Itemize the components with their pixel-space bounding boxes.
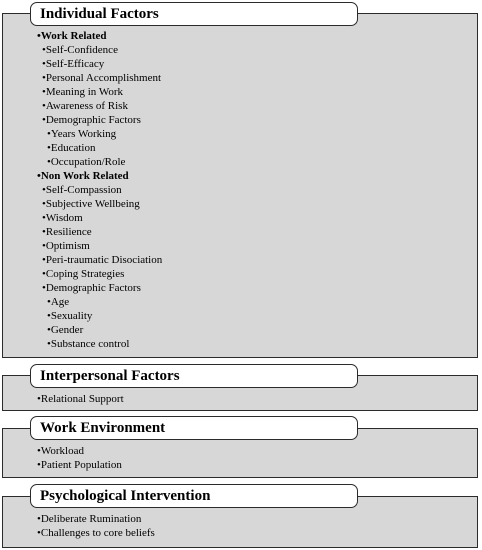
list-item [37,239,162,253]
bullet-icon: • [47,156,51,168]
list-item-label: Gender [50,324,84,336]
list-item [37,444,122,458]
list-item-label: Patient Population [40,459,122,471]
list-item-label: Sexuality [50,310,93,322]
list-item [37,141,162,155]
list-item-label: Self-Compassion [45,184,122,196]
list-item [37,183,162,197]
list-item-label: Substance control [50,338,130,350]
list-item [37,458,122,472]
list-item [37,512,155,526]
bullet-icon: • [42,268,46,280]
bullet-icon: • [42,226,46,238]
bullet-icon: • [37,513,41,525]
list-item-label: Demographic Factors [45,114,141,126]
list-item [37,155,162,169]
list-item [37,392,124,406]
bullet-icon: • [42,240,46,252]
individual-factors-title: Individual Factors [30,2,358,26]
interpersonal-factors-title: Interpersonal Factors [30,364,358,388]
list-item-label: Work Related [40,30,107,42]
list-item [37,197,162,211]
list-item-label: Subjective Wellbeing [45,198,140,210]
psychological-intervention-list [37,512,155,540]
list-item [37,337,162,351]
list-item-label: Education [50,142,96,154]
list-item [37,127,162,141]
psychological-intervention-title: Psychological Intervention [30,484,358,508]
list-item-label: Demographic Factors [45,282,141,294]
list-item [37,253,162,267]
bullet-icon: • [42,114,46,126]
list-item [37,99,162,113]
individual-factors-list [37,29,162,351]
list-item [37,57,162,71]
bullet-icon: • [37,527,41,539]
bullet-icon: • [37,30,41,42]
bullet-icon: • [42,282,46,294]
bullet-icon: • [47,296,51,308]
list-item-label: Non Work Related [40,170,129,182]
list-item [37,267,162,281]
bullet-icon: • [37,445,41,457]
list-item-label: Deliberate Rumination [40,513,142,525]
list-item [37,169,162,183]
bullet-icon: • [37,170,41,182]
list-item [37,526,155,540]
list-item [37,309,162,323]
list-item-label: Coping Strategies [45,268,125,280]
bullet-icon: • [42,44,46,56]
list-item-label: Personal Accomplishment [45,72,162,84]
list-item-label: Challenges to core beliefs [40,527,155,539]
list-item [37,29,162,43]
bullet-icon: • [42,72,46,84]
list-item [37,323,162,337]
bullet-icon: • [37,393,41,405]
list-item-label: Wisdom [45,212,83,224]
list-item-label: Years Working [50,128,117,140]
list-item [37,295,162,309]
list-item-label: Resilience [45,226,92,238]
list-item [37,113,162,127]
list-item [37,71,162,85]
list-item [37,85,162,99]
list-item-label: Workload [40,445,84,457]
list-item [37,43,162,57]
bullet-icon: • [42,58,46,70]
list-item [37,225,162,239]
list-item-label: Awareness of Risk [45,100,128,112]
bullet-icon: • [42,184,46,196]
bullet-icon: • [42,212,46,224]
bullet-icon: • [37,459,41,471]
list-item [37,281,162,295]
list-item-label: Occupation/Role [50,156,126,168]
list-item-label: Age [50,296,70,308]
work-environment-list [37,444,122,472]
list-item-label: Meaning in Work [45,86,123,98]
bullet-icon: • [47,324,51,336]
bullet-icon: • [47,310,51,322]
list-item-label: Peri-traumatic Disociation [45,254,163,266]
list-item-label: Relational Support [40,393,124,405]
list-item [37,211,162,225]
bullet-icon: • [47,338,51,350]
bullet-icon: • [42,198,46,210]
interpersonal-factors-list [37,392,124,406]
bullet-icon: • [42,100,46,112]
list-item-label: Self-Efficacy [45,58,105,70]
bullet-icon: • [42,86,46,98]
bullet-icon: • [47,142,51,154]
bullet-icon: • [42,254,46,266]
list-item-label: Self-Confidence [45,44,118,56]
list-item-label: Optimism [45,240,90,252]
work-environment-title: Work Environment [30,416,358,440]
bullet-icon: • [47,128,51,140]
